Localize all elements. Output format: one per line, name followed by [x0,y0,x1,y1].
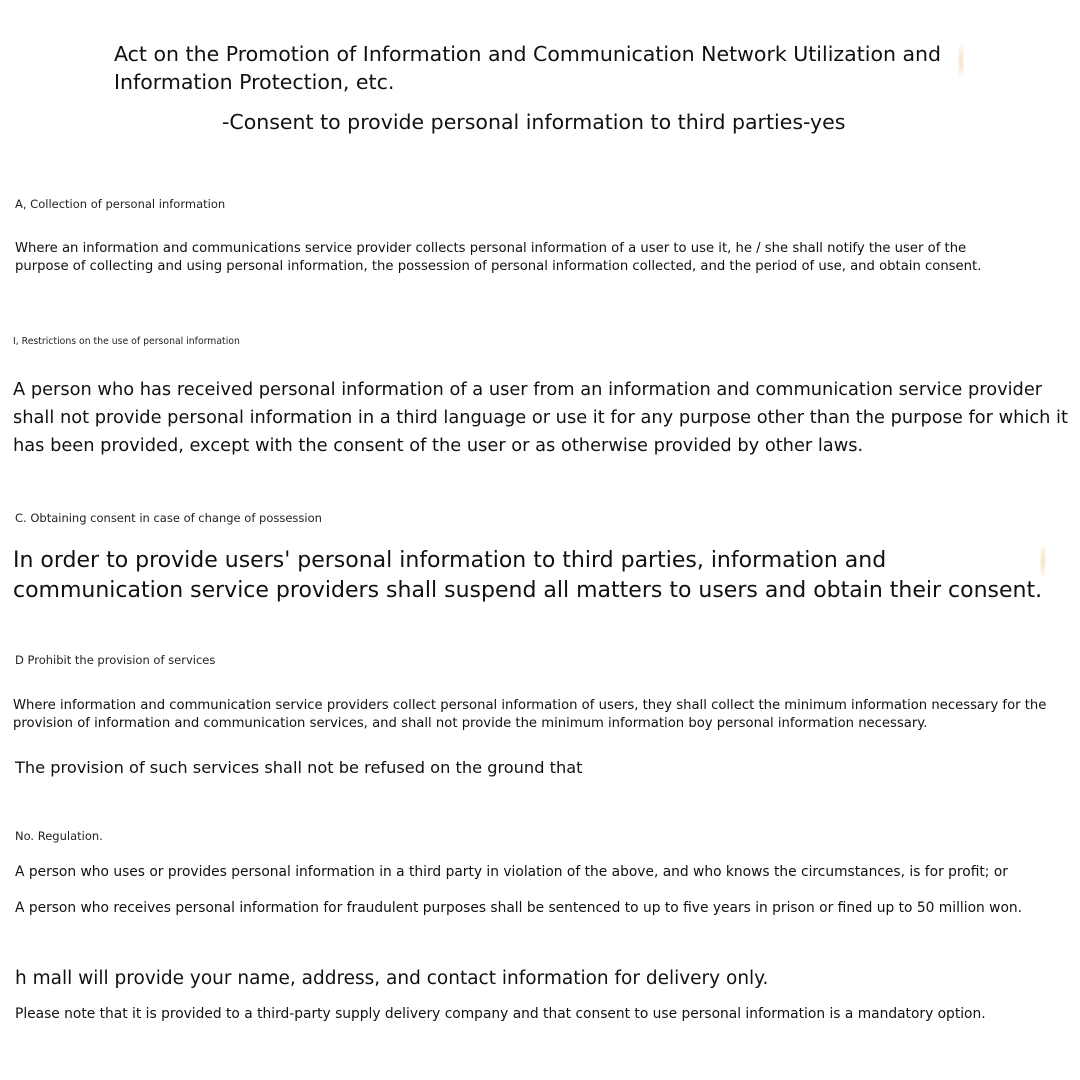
document-title: Act on the Promotion of Information and Communication Network Utilization and Information Protection, etc. [114,42,942,94]
section-heading-consent-change: C. Obtaining consent in case of change of possession [15,511,322,525]
document-subtitle: -Consent to provide personal information to third parties-yes [222,110,846,134]
section-consent-change-line-2: communication service providers shall suspend all matters to users and obtain their consent. [13,578,1043,603]
scan-smudge [958,46,964,76]
section-prohibit-extra: The provision of such services shall not be refused on the ground that [15,758,583,777]
section-collection-line-1: Where an information and communications service provider collects personal information of a user to use it, he / she shall notify the user of the [15,241,967,256]
section-consent-change-line-1: In order to provide users' personal information to third parties, information and [13,548,887,573]
scan-smudge [1040,546,1046,576]
section-prohibit-line-2: provision of information and communication services, and shall not provide the minimum information boy personal information necessary. [13,716,928,731]
section-regulation-line-1: A person who uses or provides personal information in a third party in violation of the above, and who knows the circumstances, is for profit; or [15,864,1008,880]
section-collection-line-2: purpose of collecting and using personal information, the possession of personal information collected, and the period of use, and obtain consent. [15,259,982,274]
section-restrictions-line-3: has been provided, except with the consent of the user or as otherwise provided by other laws. [13,435,864,456]
notice-main: h mall will provide your name, address, and contact information for delivery only. [15,968,769,989]
section-restrictions-line-2: shall not provide personal information in a third language or use it for any purpose other than the purpose for which it [13,407,1068,428]
section-heading-prohibit: D Prohibit the provision of services [15,653,216,667]
section-prohibit-line-1: Where information and communication service providers collect personal information of users, they shall collect the minimum information necessary for the [13,698,1047,713]
section-heading-regulation: No. Regulation. [15,829,103,843]
section-heading-restrictions: I, Restrictions on the use of personal information [13,336,240,347]
section-restrictions-line-1: A person who has received personal information of a user from an information and communication service provider [13,379,1043,400]
section-heading-collection: A, Collection of personal information [15,197,226,211]
section-regulation-line-2: A person who receives personal information for fraudulent purposes shall be sentenced to up to five years in prison or fined up to 50 million won. [15,900,1023,916]
notice-sub: Please note that it is provided to a third-party supply delivery company and that consent to use personal information is a mandatory option. [15,1006,986,1022]
